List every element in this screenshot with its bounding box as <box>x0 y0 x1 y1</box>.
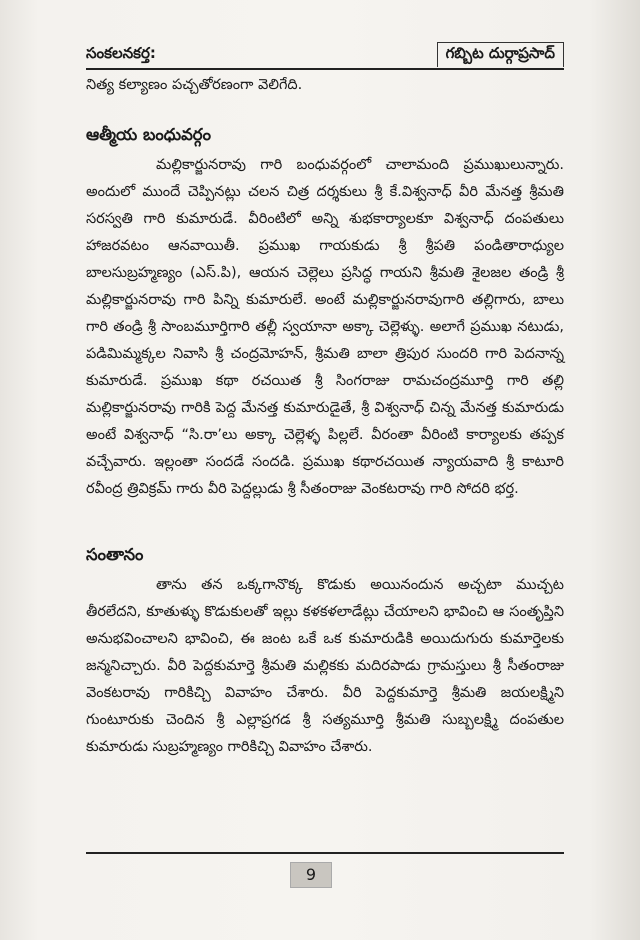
page-body <box>86 72 564 761</box>
running-header <box>86 42 564 70</box>
paragraph-children: తాను తన ఒక్కగానొక్క కొడుకు అయినందున అచ్చటా ముచ్చట తీరలేదని, కూతుళ్ళు కొడుకులతో ఇల్లు కళకళలాడేట్లు చేయాలని భావించి ఆ సంతృప్తిని అనుభవించాలని భావించి, ఈ జంట ఒకే ఒక కుమారుడికి అయిదుగురు కుమార్తెలకు జన్మనిచ్చారు. వీరి పెద్దకుమార్తె శ్రీమతి మల్లికకు మదిరపాడు గ్రామస్తులు శ్రీ సీతంరాజు వెంకటరావు గారికిచ్చి వివాహం చేశారు. వీరి పెద్దకుమార్తె శ్రీమతి జయలక్ష్మిని గుంటూరుకు చెందిన శ్రీ ఎల్లాప్రగడ శ్రీ సత్యమూర్తి శ్రీమతి సుబ్బలక్ష్మి దంపతుల కుమారుడు సుబ్రహ్మణ్యం గారికిచ్చి వివాహం చేశారు. <box>86 577 564 755</box>
paragraph-relatives: మల్లికార్జునరావు గారి బంధువర్గంలో చాలామంది ప్రముఖులున్నారు. అందులో ముందే చెప్పినట్లు చలన చిత్ర దర్శకులు శ్రీ కే.విశ్వనాధ్ వీరి మేనత్త శ్రీమతి సరస్వతి గారి కుమారుడే. వీరింటిలో అన్ని శుభకార్యాలకూ విశ్వనాధ్ దంపతులు హాజరవటం ఆనవాయితీ. ప్రముఖ గాయకుడు శ్రీ శ్రీపతి పండితారాధ్యుల బాలసుబ్రహ్మణ్యం (ఎస్.పి), ఆయన చెల్లెలు ప్రసిద్ధ గాయని శ్రీమతి శైలజల తండ్రి శ్రీ మల్లికార్జునరావు గారి పిన్ని కుమారులే. అంటే మల్లికార్జునరావుగారి తల్లిగారు, బాలు గారి తండ్రి శ్రీ సాంబమూర్తిగారి తల్లీ స్వయానా అక్కా చెల్లెళ్ళు. అలాగే ప్రముఖ నటుడు, పడిమిమ్మక్కల నివాసి శ్రీ చంద్రమోహన్, శ్రీమతి బాలా త్రిపుర సుందరి గారి పెదనాన్న కుమారుడే. ప్రముఖ కథా రచయిత శ్రీ సింగరాజు రామచంద్రమూర్తి గారి తల్లి మల్లికార్జునరావు గారికి పెద్ద మేనత్త కుమారుడైతే, శ్రీ విశ్వనాధ్ చిన్న మేనత్త కుమారుడు అంటే విశ్వనాధ్ “సి.రా’లు అక్కా చెల్లెళ్ళ పిల్లలే. వీరంతా వీరింటి కార్యాలకు తప్పక వచ్చేవారు. ఇల్లంతా సందడే సందడి. ప్రముఖ కథారచయిత న్యాయవాది శ్రీ కాటూరి రవీంద్ర త్రివిక్రమ్ గారు వీరి పెద్దల్లుడు శ్రీ సీతంరాజు వెంకటరావు గారి సోదరి భర్త. <box>86 157 564 497</box>
page-number: 9 <box>290 862 332 888</box>
section-heading-children: సంతానం <box>86 545 144 564</box>
header-compiler-label: సంకలనకర్త: <box>86 44 156 62</box>
section-heading-relatives: ఆత్మీయ బంధువర్గం <box>86 125 211 144</box>
continued-line: నిత్య కల్యాణం పచ్చతోరణంగా వెలిగేది. <box>86 77 303 93</box>
header-author-name: గబ్బిట దుర్గాప్రసాద్ <box>437 42 564 67</box>
footer-rule <box>86 852 564 854</box>
